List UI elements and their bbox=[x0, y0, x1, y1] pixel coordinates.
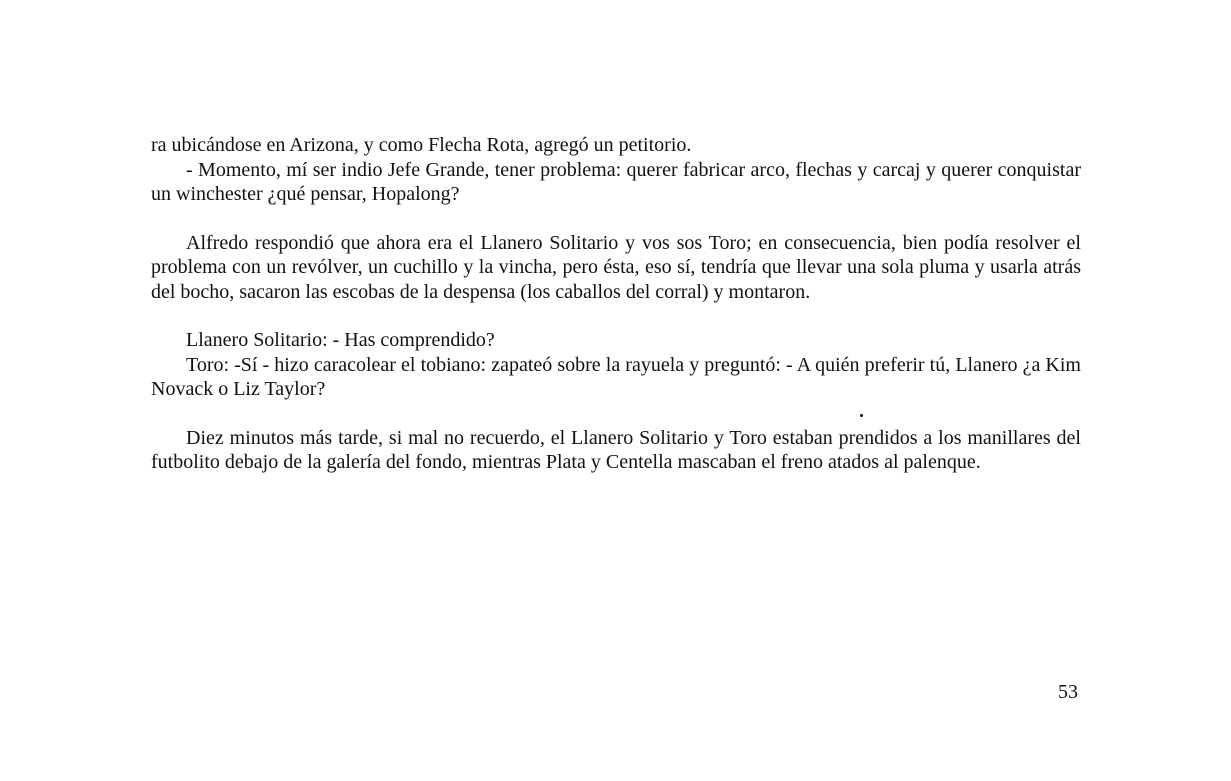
stray-mark bbox=[860, 414, 863, 417]
page-number: 53 bbox=[1058, 681, 1078, 703]
paragraph-3: Alfredo respondió que ahora era el Llanero Solitario y vos sos Toro; en consecuencia, bien podía resolver el problema con un revólver, un cuchillo y la vincha, pero ésta, eso sí, tendría que llevar una sola pluma y usarla atrás del bocho, sacaron las escobas de la despensa (los caballos del corral) y montaron. bbox=[151, 231, 1081, 303]
paragraph-4: Llanero Solitario: - Has comprendido? bbox=[186, 329, 495, 351]
paragraph-1: ra ubicándose en Arizona, y como Flecha Rota, agregó un petitorio. bbox=[151, 134, 692, 156]
paragraph-6: Diez minutos más tarde, si mal no recuerdo, el Llanero Solitario y Toro estaban prendidos a los manillares del futbolito debajo de la galería del fondo, mientras Plata y Centella mascaban el freno atados al palenque. bbox=[151, 426, 1081, 473]
body-text bbox=[151, 133, 1081, 475]
paragraph-5: Toro: -Sí - hizo caracolear el tobiano: zapateó sobre la rayuela y preguntó: - A quién preferir tú, Llanero ¿a Kim Novack o Liz Taylor? bbox=[151, 353, 1081, 400]
paragraph-2: - Momento, mí ser indio Jefe Grande, tener problema: querer fabricar arco, flechas y carcaj y querer conquistar un winchester ¿qué pensar, Hopalong? bbox=[151, 158, 1081, 205]
